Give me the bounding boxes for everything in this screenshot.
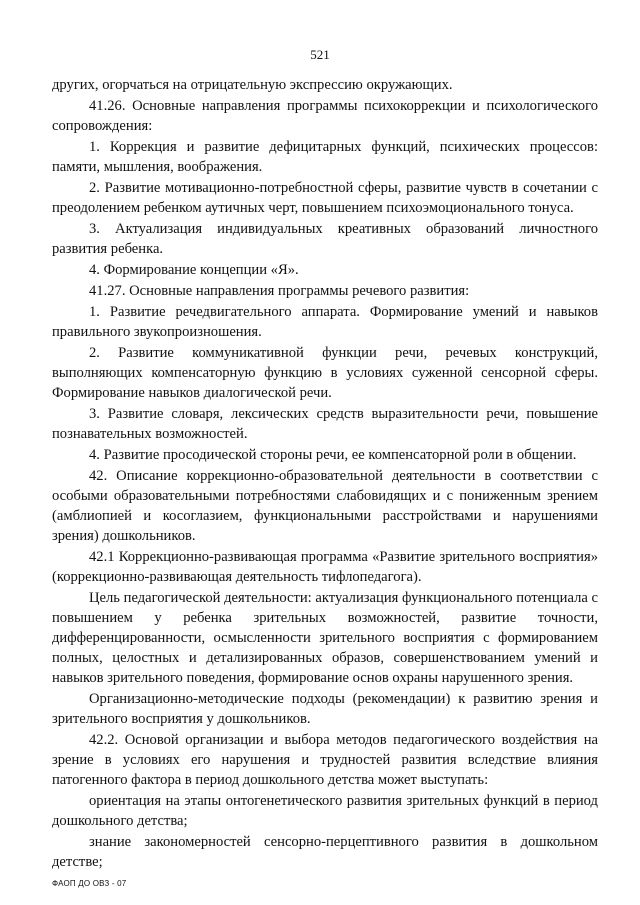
paragraph: 3. Актуализация индивидуальных креативных образований личностного развития ребенка. xyxy=(52,221,598,257)
paragraph: других, огорчаться на отрицательную экспрессию окружающих. xyxy=(52,77,453,93)
paragraph: 2. Развитие коммуникативной функции речи, речевых конструкций, выполняющих компенсаторную функцию в условиях суженной сенсорной сферы. Формирование навыков диалогической речи. xyxy=(52,345,598,401)
paragraph: 1. Коррекция и развитие дефицитарных функций, психических процессов: памяти, мышления, воображения. xyxy=(52,139,598,175)
paragraph: 42. Описание коррекционно-образовательной деятельности в соответствии с особыми образовательными потребностями слабовидящих и с пониженным зрением (амблиопией и косоглазием, функциональными расстройствами и нарушениями зрения) дошкольников. xyxy=(52,468,598,544)
paragraph: 2. Развитие мотивационно-потребностной сферы, развитие чувств в сочетании с преодолением ребенком аутичных черт, повышением психоэмоционального тонуса. xyxy=(52,180,598,216)
paragraph: Организационно-методические подходы (рекомендации) к развитию зрения и зрительного восприятия у дошкольников. xyxy=(52,691,598,727)
paragraph: Цель педагогической деятельности: актуализация функционального потенциала с повышением у ребенка зрительных возможностей, развитие точности, дифференцированности, осмысленности зрительного восприятия с формированием полных, целостных и детализированных образов, совершенствованием умений и навыков зрительного поведения, формирование основ охраны нарушенного зрения. xyxy=(52,590,598,686)
page-number: 521 xyxy=(310,47,330,62)
paragraph: 41.27. Основные направления программы речевого развития: xyxy=(89,283,470,299)
document-footer: ФАОП ДО ОВЗ - 07 xyxy=(52,879,127,888)
paragraph: знание закономерностей сенсорно-перцептивного развития в дошкольном детстве; xyxy=(52,834,598,870)
paragraph: 3. Развитие словаря, лексических средств выразительности речи, повышение познавательных возможностей. xyxy=(52,406,598,442)
paragraph: 42.2. Основой организации и выбора методов педагогического воздействия на зрение в условиях его нарушения и трудностей развития вследствие влияния патогенного фактора в период дошкольного детства может выступать: xyxy=(52,732,598,788)
paragraph: 4. Формирование концепции «Я». xyxy=(89,262,299,278)
paragraph: 41.26. Основные направления программы психокоррекции и психологического сопровождения: xyxy=(52,98,598,134)
paragraph: 4. Развитие просодической стороны речи, ее компенсаторной роли в общении. xyxy=(89,447,577,463)
paragraph: 42.1 Коррекционно-развивающая программа «Развитие зрительного восприятия» (коррекционно-развивающая деятельность тифлопедагога). xyxy=(52,549,598,585)
document-body xyxy=(52,75,598,872)
paragraph: ориентация на этапы онтогенетического развития зрительных функций в период дошкольного детства; xyxy=(52,793,598,829)
paragraph: 1. Развитие речедвигательного аппарата. Формирование умений и навыков правильного звукопроизношения. xyxy=(52,304,598,340)
